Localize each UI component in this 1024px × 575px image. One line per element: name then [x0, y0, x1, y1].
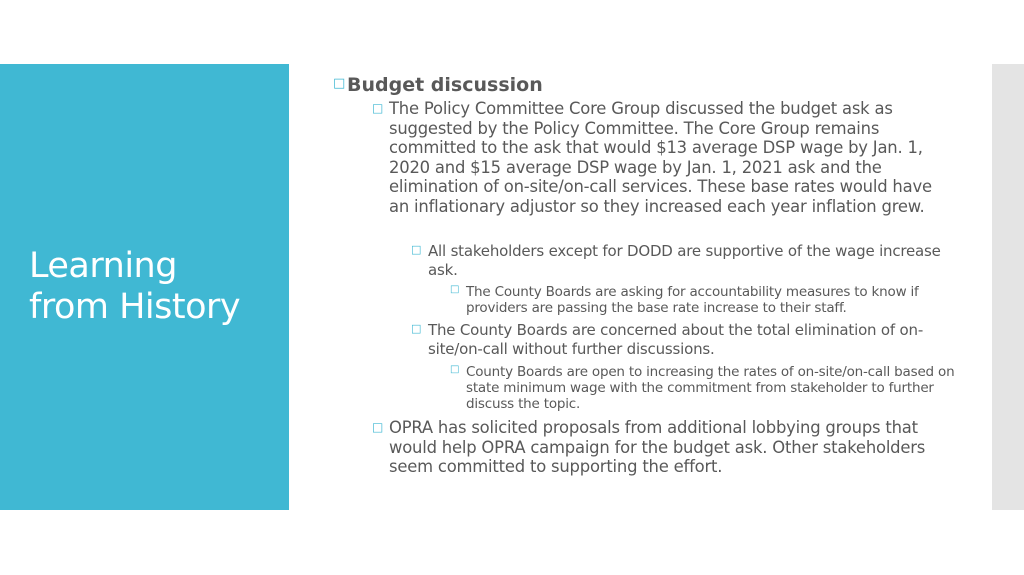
bullet-text: County Boards are open to increasing the rates of on-site/on-call based on state minimum wage with the commitment from stakeholder to further discuss the topic. — [466, 364, 955, 413]
square-bullet-icon: □ — [333, 76, 346, 91]
slide-title-line-2: from History — [29, 287, 241, 327]
square-bullet-icon: □ — [372, 101, 384, 115]
bullet-text: OPRA has solicited proposals from additional lobbying groups that would help OPRA campaign for the budget ask. Other stakeholders seem committed to supporting the effort. — [389, 418, 926, 477]
bullet-opra-proposals — [372, 418, 949, 477]
square-bullet-icon: □ — [411, 243, 422, 256]
side-strip — [992, 64, 1024, 510]
bullet-accountability — [450, 284, 956, 317]
bullet-text: All stakeholders except for DODD are supportive of the wage increase ask. — [428, 242, 941, 279]
bullet-text: The County Boards are asking for accountability measures to know if providers are passing the base rate increase to their staff. — [466, 284, 919, 317]
square-bullet-icon: □ — [411, 322, 422, 335]
bullet-budget-discussion — [333, 73, 947, 97]
square-bullet-icon: □ — [450, 364, 460, 375]
bullet-stakeholders — [411, 242, 948, 279]
bullet-county-concern — [411, 321, 948, 358]
square-bullet-icon: □ — [372, 420, 384, 434]
bullet-text: The Policy Committee Core Group discussed the budget ask as suggested by the Policy Committee. The Core Group remains committed to the ask that would $13 average DSP wage by Jan. 1, 2020 and $15 average DSP wage by Jan. 1, 2021 ask and the elimination of on-site/on-call services. These base rates would have an inflationary adjustor so they increased each year inflation grew. — [389, 99, 932, 216]
bullet-county-open — [450, 364, 956, 413]
slide-title-line-1: Learning — [29, 246, 177, 286]
bullet-text: Budget discussion — [347, 74, 543, 96]
bullet-text: The County Boards are concerned about the total elimination of on-site/on-call without further discussions. — [428, 321, 924, 358]
square-bullet-icon: □ — [450, 284, 460, 295]
bullet-policy-committee — [372, 99, 949, 217]
